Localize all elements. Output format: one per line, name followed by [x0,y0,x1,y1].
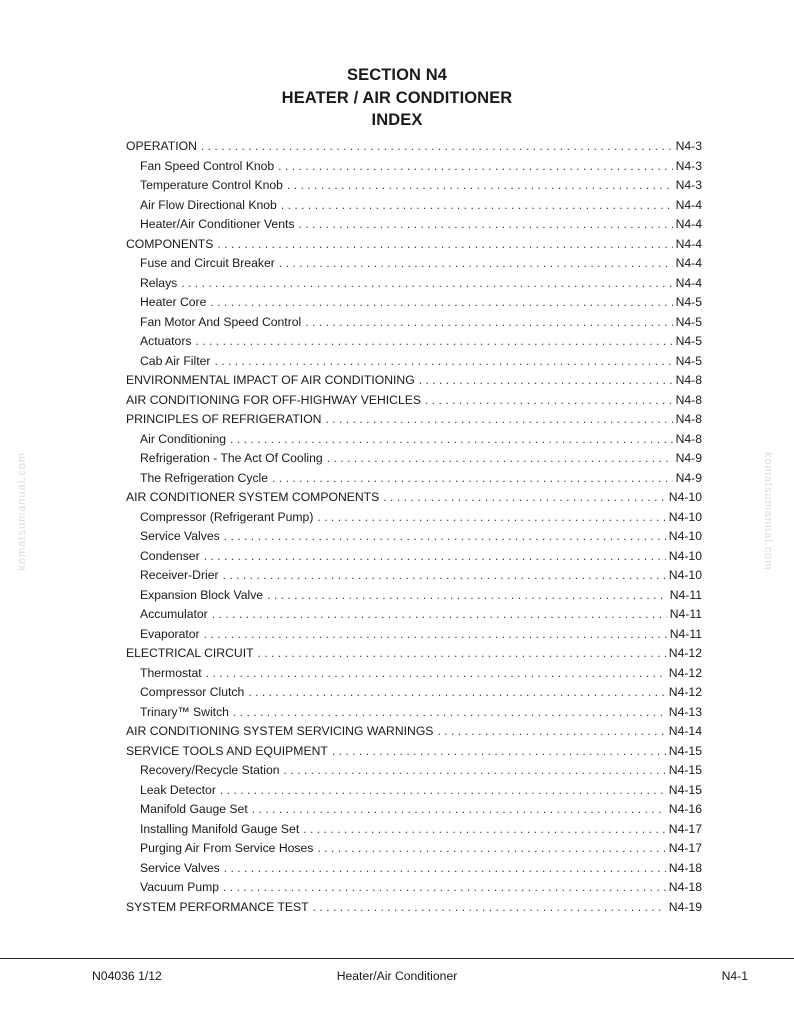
dot-leader [305,313,672,333]
section-title [0,64,794,132]
toc-entry-label: Heater Core [140,295,207,309]
toc-subentry [126,215,702,235]
toc-entry-page: N4-18 [668,880,702,894]
toc-subentry [126,586,702,606]
dot-leader [298,215,672,235]
dot-leader [317,508,665,528]
toc-entry-page: N4-12 [668,685,702,699]
dot-leader [248,683,665,703]
dot-leader [206,664,666,684]
dot-leader [220,781,666,801]
section-number: SECTION N4 [346,66,448,84]
dot-leader [230,430,673,450]
toc-subentry [126,274,702,294]
toc-entry-page: N4-8 [675,373,702,387]
dot-leader [267,586,667,606]
dot-leader [325,410,672,430]
toc-subentry [126,527,702,547]
watermark-left: komatsumanual.com [16,452,28,571]
toc-subentry [126,352,702,372]
toc-subentry [126,605,702,625]
toc-entry-page: N4-5 [675,334,702,348]
dot-leader [212,605,667,625]
toc-subentry [126,878,702,898]
toc-entry-label: Leak Detector [140,782,216,797]
toc-entry-page: N4-4 [675,275,702,290]
toc-entry-page: N4-18 [668,860,702,875]
toc-entry-page: N4-5 [675,314,702,329]
toc-entry-label: ENVIRONMENTAL IMPACT OF AIR CONDITIONING [126,373,415,387]
toc-subentry [126,800,702,820]
toc-entry [126,235,702,255]
toc-entry-page: N4-11 [669,607,702,621]
footer-section-name: Heater/Air Conditioner [336,969,458,983]
toc-entry-label: Service Valves [140,860,220,875]
toc-entry-label: Compressor Clutch [140,685,245,699]
toc-entry-label: Temperature Control Knob [140,178,283,192]
toc-entry-page: N4-10 [668,490,702,504]
dot-leader [281,196,673,216]
toc-entry-page: N4-9 [675,451,702,465]
toc-entry-label: Thermostat [140,665,202,680]
toc-entry-page: N4-19 [668,899,702,914]
table-of-contents [126,137,702,917]
toc-subentry [126,859,702,879]
toc-entry-label: AIR CONDITIONER SYSTEM COMPONENTS [126,490,380,504]
dot-leader [258,644,666,664]
toc-subentry [126,703,702,723]
toc-entry-label: Expansion Block Valve [140,587,264,602]
toc-entry-label: Compressor (Refrigerant Pump) [140,509,314,524]
dot-leader [233,703,666,723]
dot-leader [223,566,666,586]
toc-entry-label: Actuators [140,334,192,348]
toc-entry [126,722,702,742]
toc-entry-label: Trinary™ Switch [140,704,229,719]
dot-leader [252,800,666,820]
toc-entry-label: Fan Speed Control Knob [140,158,275,173]
toc-entry-label: Heater/Air Conditioner Vents [140,217,295,231]
dot-leader [287,176,673,196]
toc-entry-label: Vacuum Pump [140,880,220,894]
toc-subentry [126,157,702,177]
dot-leader [332,742,666,762]
toc-entry-label: Receiver-Drier [140,568,219,582]
toc-entry-page: N4-15 [668,743,702,758]
dot-leader [210,293,672,313]
footer-divider [0,958,794,959]
toc-entry-page: N4-10 [668,568,702,582]
toc-entry-page: N4-8 [675,431,702,446]
dot-leader [204,625,667,645]
toc-entry-label: Accumulator [140,607,208,621]
toc-entry [126,742,702,762]
toc-subentry [126,683,702,703]
toc-entry-page: N4-4 [675,236,702,251]
dot-leader [181,274,672,294]
dot-leader [284,761,666,781]
toc-entry [126,488,702,508]
toc-entry-label: SERVICE TOOLS AND EQUIPMENT [126,743,328,758]
toc-subentry [126,820,702,840]
toc-entry-label: OPERATION [126,139,197,153]
watermark-right: komatsumanual.com [762,452,774,571]
toc-entry [126,371,702,391]
dot-leader [224,527,666,547]
toc-entry [126,644,702,664]
toc-entry-label: The Refrigeration Cycle [140,470,269,485]
toc-subentry [126,566,702,586]
dot-leader [419,371,673,391]
toc-entry-label: Relays [140,275,178,290]
dot-leader [327,449,673,469]
index-heading: INDEX [371,111,423,129]
toc-entry-label: ELECTRICAL CIRCUIT [126,646,254,660]
toc-entry-label: PRINCIPLES OF REFRIGERATION [126,412,322,426]
toc-entry-page: N4-11 [669,587,702,602]
document-code: N04036 1/12 [92,969,162,983]
dot-leader [317,839,665,859]
toc-subentry [126,625,702,645]
toc-entry-page: N4-4 [675,217,702,231]
toc-entry-page: N4-11 [669,626,702,641]
toc-entry-page: N4-9 [675,470,702,485]
toc-entry-label: Evaporator [140,626,200,641]
toc-entry-label: Recovery/Recycle Station [140,763,280,777]
dot-leader [195,332,672,352]
dot-leader [313,898,666,918]
dot-leader [224,859,666,879]
toc-subentry [126,839,702,859]
toc-entry-label: Manifold Gauge Set [140,802,248,816]
toc-entry-page: N4-15 [668,763,702,777]
toc-entry-page: N4-14 [668,724,702,738]
toc-entry-page: N4-13 [668,704,702,719]
toc-entry-label: COMPONENTS [126,236,214,251]
toc-entry-page: N4-5 [675,353,702,368]
toc-entry-label: Installing Manifold Gauge Set [140,821,300,836]
dot-leader [217,235,672,255]
dot-leader [204,547,666,567]
toc-entry-page: N4-4 [675,197,702,212]
toc-entry-label: Condenser [140,548,200,563]
toc-entry-page: N4-17 [668,841,702,855]
toc-entry [126,391,702,411]
toc-entry-page: N4-15 [668,782,702,797]
dot-leader [214,352,672,372]
toc-entry-label: AIR CONDITIONING SYSTEM SERVICING WARNINGS [126,724,434,738]
toc-subentry [126,547,702,567]
dot-leader [425,391,673,411]
dot-leader [223,878,666,898]
toc-entry-page: N4-8 [675,412,702,426]
toc-subentry [126,430,702,450]
toc-subentry [126,332,702,352]
dot-leader [201,137,673,157]
toc-subentry [126,508,702,528]
toc-entry-label: Air Flow Directional Knob [140,197,277,212]
toc-entry [126,898,702,918]
toc-entry-page: N4-16 [668,802,702,816]
toc-entry-page: N4-12 [668,646,702,660]
dot-leader [383,488,666,508]
toc-entry-page: N4-12 [668,665,702,680]
toc-subentry [126,176,702,196]
toc-entry-page: N4-10 [668,529,702,543]
toc-subentry [126,761,702,781]
toc-subentry [126,469,702,489]
toc-subentry [126,781,702,801]
toc-subentry [126,664,702,684]
toc-entry-page: N4-3 [675,178,702,192]
toc-entry-page: N4-17 [668,821,702,836]
toc-entry-page: N4-4 [675,256,702,270]
page-number: N4-1 [721,969,748,983]
toc-entry-label: Fuse and Circuit Breaker [140,256,275,270]
toc-subentry [126,254,702,274]
dot-leader [272,469,673,489]
toc-entry-page: N4-3 [675,139,702,153]
toc-entry-page: N4-3 [675,158,702,173]
toc-entry-label: SYSTEM PERFORMANCE TEST [126,899,309,914]
toc-entry-page: N4-8 [675,392,702,407]
toc-entry-page: N4-10 [668,509,702,524]
toc-entry [126,410,702,430]
dot-leader [279,254,673,274]
toc-subentry [126,449,702,469]
toc-entry [126,137,702,157]
toc-entry-label: Cab Air Filter [140,353,211,368]
dot-leader [437,722,665,742]
dot-leader [278,157,672,177]
toc-entry-page: N4-10 [668,548,702,563]
toc-subentry [126,313,702,333]
toc-entry-label: Service Valves [140,529,220,543]
toc-subentry [126,293,702,313]
toc-entry-page: N4-5 [675,295,702,309]
toc-subentry [126,196,702,216]
toc-entry-label: AIR CONDITIONING FOR OFF-HIGHWAY VEHICLES [126,392,421,407]
toc-entry-label: Fan Motor And Speed Control [140,314,302,329]
dot-leader [303,820,666,840]
toc-entry-label: Refrigeration - The Act Of Cooling [140,451,323,465]
toc-entry-label: Air Conditioning [140,431,227,446]
section-subject: HEATER / AIR CONDITIONER [281,88,513,107]
toc-entry-label: Purging Air From Service Hoses [140,841,314,855]
